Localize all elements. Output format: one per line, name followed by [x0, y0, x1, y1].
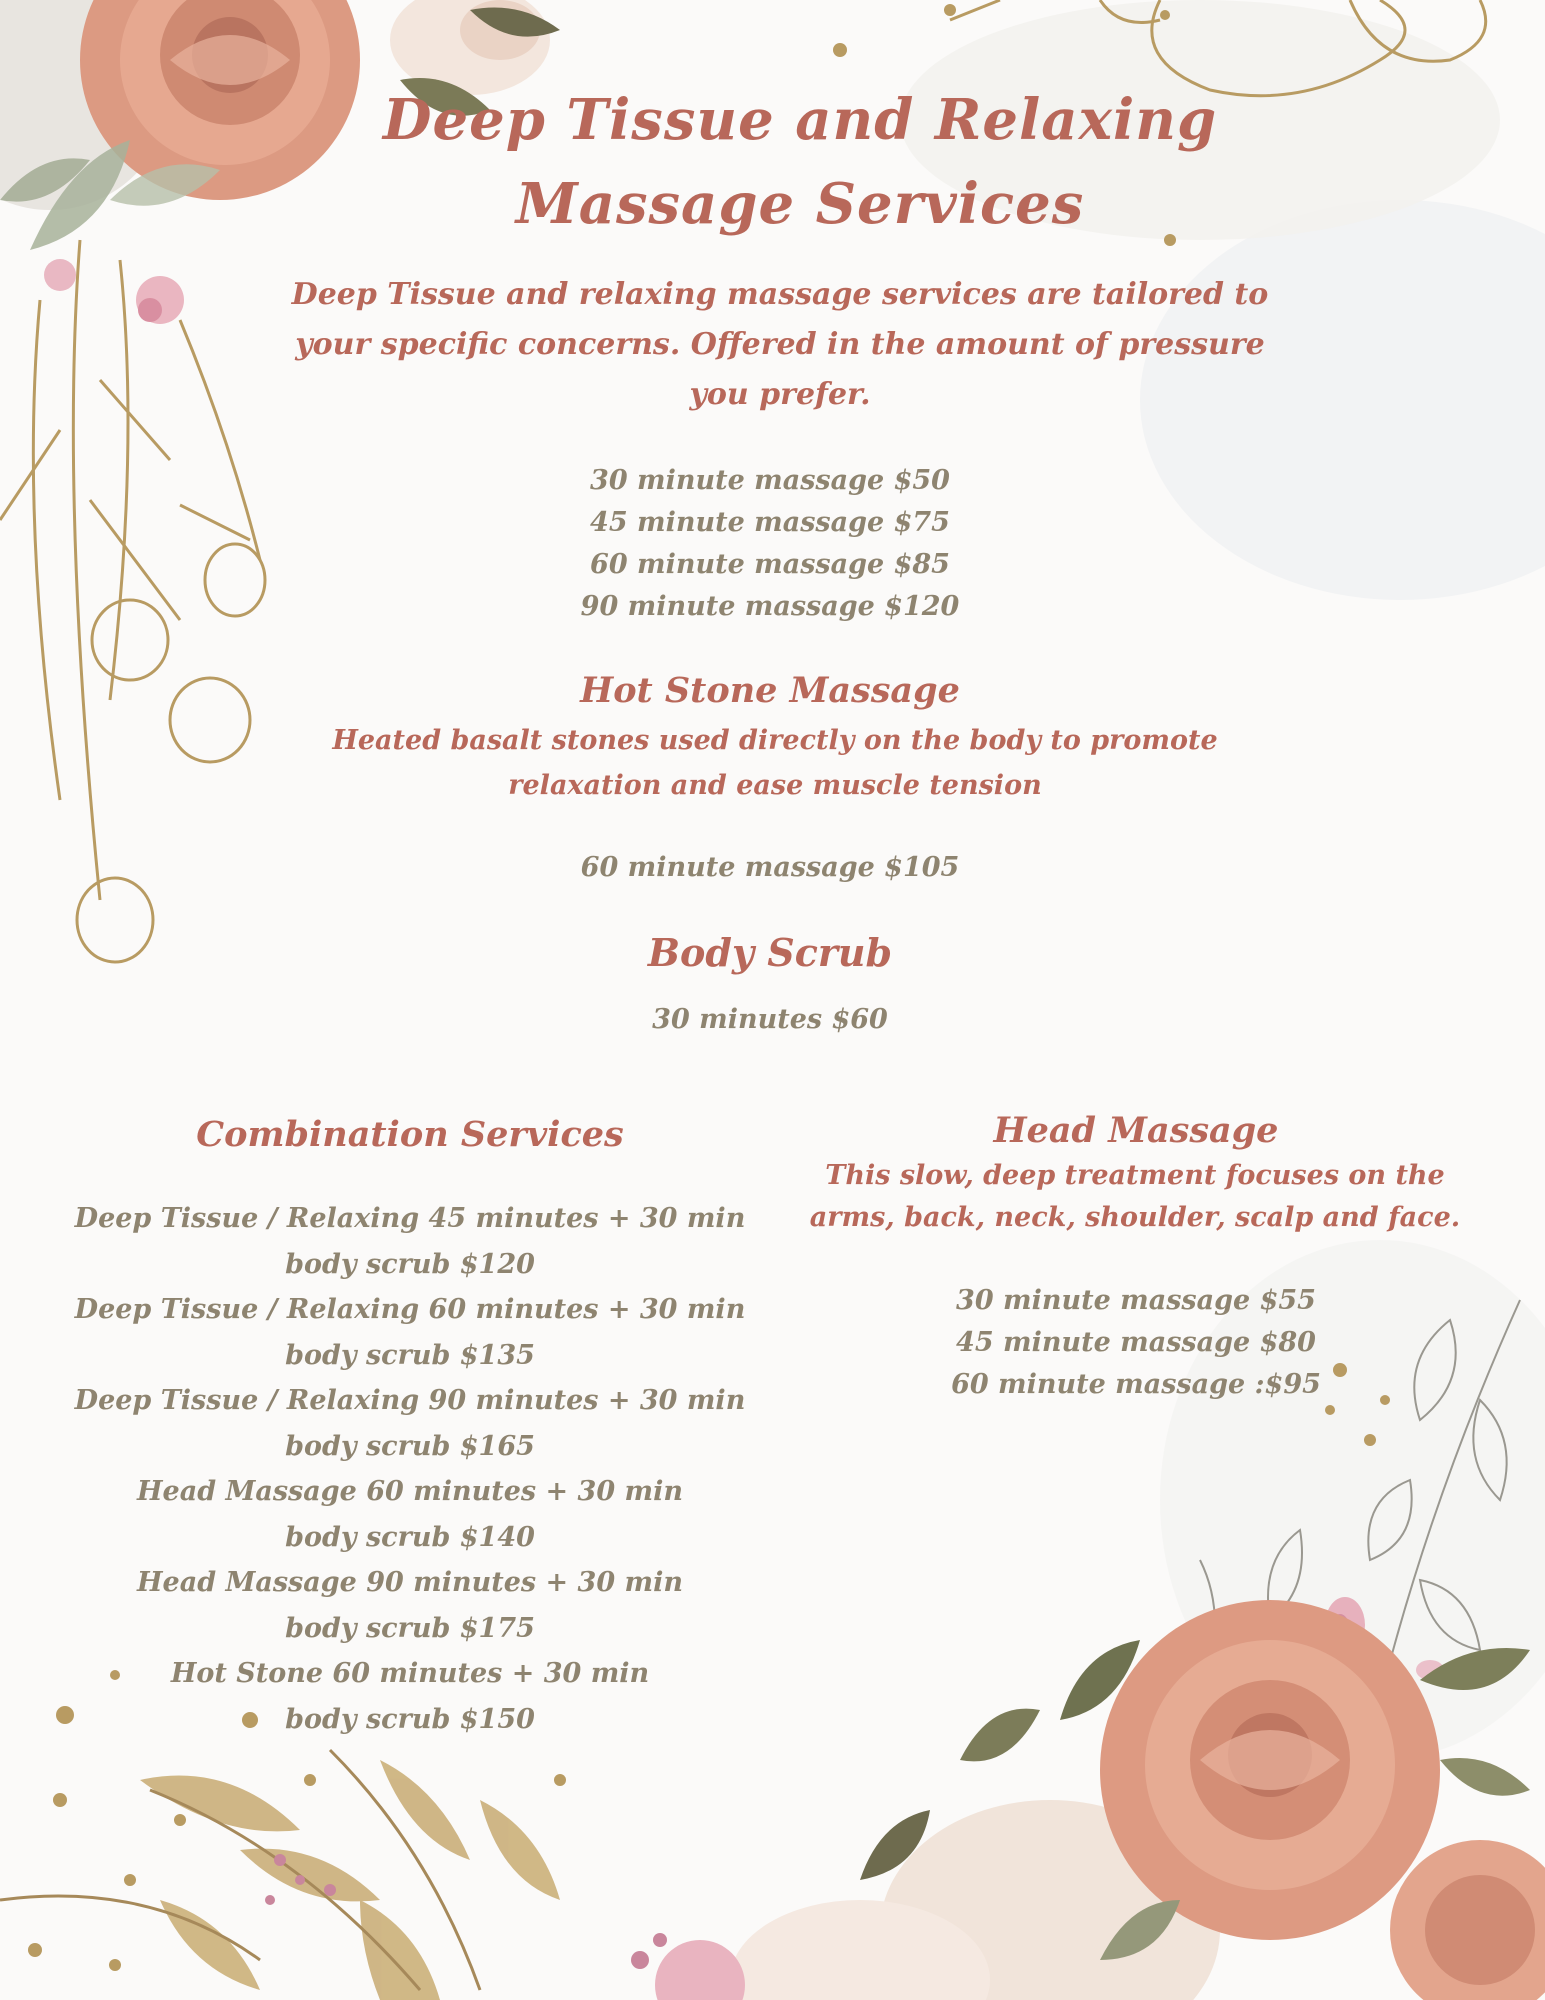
combination-line: Head Massage 90 minutes + 30 min	[137, 1567, 683, 1598]
price-item: 60 minute massage $85	[590, 549, 950, 580]
price-item: 30 minute massage $55	[956, 1285, 1316, 1316]
combination-line: body scrub $140	[285, 1521, 535, 1553]
combination-services-list	[40, 1196, 780, 1742]
deep-tissue-price-list	[520, 460, 1020, 628]
body-scrub-price: 30 minutes $60	[652, 1004, 888, 1035]
price-item: 30 minute massage $50	[590, 465, 950, 496]
combination-line: body scrub $150	[285, 1703, 535, 1735]
combination-line: body scrub $135	[285, 1339, 535, 1371]
page-title	[300, 78, 1300, 246]
combination-line: Deep Tissue / Relaxing 60 minutes + 30 min	[74, 1294, 746, 1325]
hot-stone-description: Heated basalt stones used directly on the body to promote relaxation and ease muscle tension	[332, 725, 1218, 801]
page-title-line-1: Deep Tissue and Relaxing	[382, 87, 1218, 153]
combination-line: Deep Tissue / Relaxing 45 minutes + 30 min	[74, 1203, 746, 1234]
combination-line: Hot Stone 60 minutes + 30 min	[170, 1658, 650, 1689]
head-massage-heading: Head Massage	[993, 1110, 1279, 1151]
deep-tissue-description: Deep Tissue and relaxing massage services are tailored to your specific concerns. Offered in the amount of pressure you prefer.	[291, 277, 1269, 412]
combination-line: body scrub $175	[285, 1612, 535, 1644]
combination-line: body scrub $165	[285, 1430, 535, 1462]
head-massage-price-list	[886, 1280, 1386, 1406]
price-item: 45 minute massage $75	[590, 507, 950, 538]
combination-line: Deep Tissue / Relaxing 90 minutes + 30 min	[74, 1385, 746, 1416]
price-item: 60 minute massage :$95	[951, 1369, 1321, 1400]
combination-line: Head Massage 60 minutes + 30 min	[137, 1476, 683, 1507]
body-scrub-heading: Body Scrub	[647, 930, 893, 975]
price-item: 90 minute massage $120	[580, 591, 960, 622]
hot-stone-price: 60 minute massage $105	[580, 852, 960, 883]
combination-services-heading: Combination Services	[196, 1114, 624, 1155]
combination-line: body scrub $120	[285, 1248, 535, 1280]
hot-stone-heading: Hot Stone Massage	[580, 670, 960, 711]
page-title-line-2: Massage Services	[515, 171, 1085, 237]
price-item: 45 minute massage $80	[956, 1327, 1316, 1358]
head-massage-description: This slow, deep treatment focuses on the arms, back, neck, shoulder, scalp and face.	[809, 1160, 1461, 1233]
